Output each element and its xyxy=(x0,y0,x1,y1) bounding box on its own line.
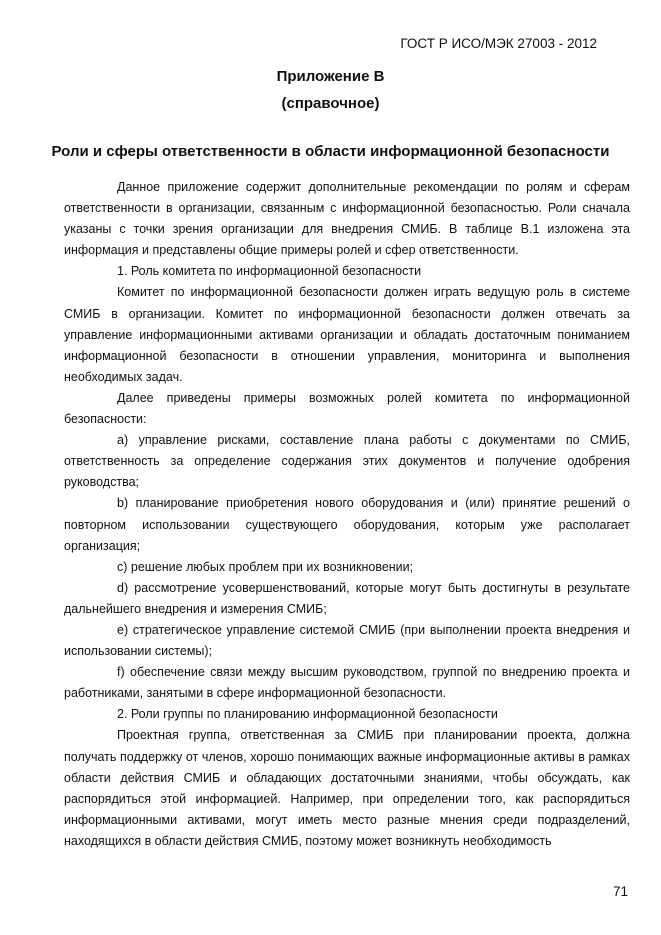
list-item: d) рассмотрение усовершенствований, которые могут быть достигнуты в результате дальнейшего внедрения и измерения СМИБ; xyxy=(64,580,630,616)
section-title: Роли и сферы ответственности в области информационной безопасности xyxy=(51,143,610,160)
page-number: 71 xyxy=(612,884,628,899)
paragraph: 2. Роли группы по планированию информационной безопасности xyxy=(117,707,498,722)
appendix-subtitle: (справочное) xyxy=(281,95,380,112)
document-body xyxy=(64,177,630,852)
list-item: b) планирование приобретения нового оборудования и (или) принятие решений о повторном использовании существующего оборудования, которым уже располагает организация; xyxy=(64,496,630,553)
list-item: с) решение любых проблем при их возникновении; xyxy=(117,559,414,574)
list-item: f) обеспечение связи между высшим руководством, группой по внедрению проекта и работниками, занятыми в сфере информационной безопасности. xyxy=(64,665,630,701)
appendix-title: Приложение В xyxy=(276,68,385,85)
list-item: а) управление рисками, составление плана работы с документами по СМИБ, ответственность за определение содержания этих документов и получение одобрения руководства; xyxy=(64,433,630,490)
paragraph: Проектная группа, ответственная за СМИБ при планировании проекта, должна получать поддержку от членов, хорошо понимающих важные информационные активы в рамках области действия СМИБ и обладающих достаточными знаниями, чтобы обсуждать, как распорядиться этой информацией. Например, при определении того, как распорядиться информационными активами, могут иметь место разные мнения среди подразделений, находящихся в области действия СМИБ, поэтому может возникнуть необходимость xyxy=(64,728,630,848)
paragraph: Комитет по информационной безопасности должен играть ведущую роль в системе СМИБ в организации. Комитет по информационной безопасности должен отвечать за управление информационными активами организации и обладать достаточным пониманием информационной безопасности в отношении управления, мониторинга и выполнения необходимых задач. xyxy=(64,285,630,384)
paragraph: 1. Роль комитета по информационной безопасности xyxy=(117,264,422,279)
list-item: е) стратегическое управление системой СМИБ (при выполнении проекта внедрения и использовании системы); xyxy=(64,622,630,659)
paragraph: Далее приведены примеры возможных ролей комитета по информационной безопасности: xyxy=(64,390,630,427)
paragraph: Данное приложение содержит дополнительные рекомендации по ролям и сферам ответственности в организации, связанным с информационной безопасностью. Роли сначала указаны с точки зрения организации для внедрения СМИБ. В таблице В.1 изложена эта информация и представлены общие примеры ролей и сфер ответственности. xyxy=(64,180,630,258)
document-header: ГОСТ Р ИСО/МЭК 27003 - 2012 xyxy=(400,36,597,51)
